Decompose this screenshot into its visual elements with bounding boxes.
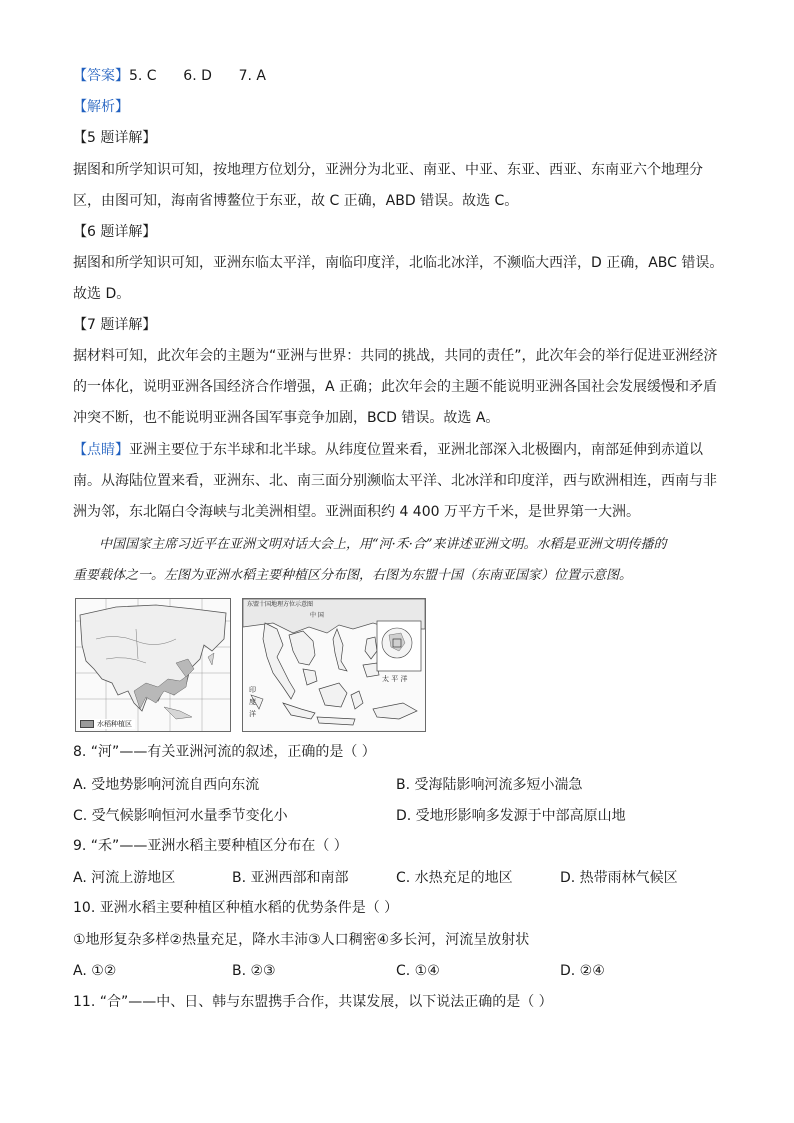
note-tag: 【点睛】 <box>73 442 129 458</box>
label-indian-2: 度 <box>249 698 256 706</box>
answer-text: 5. C 6. D 7. A <box>129 68 266 84</box>
note-line-1 <box>73 440 703 460</box>
q10-items: ①地形复杂多样②热量充足，降水丰沛③人口稠密④多长河，河流呈放射状 <box>73 932 530 948</box>
q6-heading: 【6 题详解】 <box>73 224 157 240</box>
q5-heading: 【5 题详解】 <box>73 130 157 146</box>
q10-option-c: C. ①④ <box>396 963 440 979</box>
answer-tag: 【答案】 <box>73 68 129 84</box>
q9-option-b: B. 亚洲西部和南部 <box>232 870 349 886</box>
q6-line-1: 据图和所学知识可知，亚洲东临太平洋，南临印度洋，北临北冰洋，不濒临大西洋，D 正确，ABC 错误。 <box>73 255 724 271</box>
label-china: 中 国 <box>310 612 324 619</box>
q9-option-c: C. 水热充足的地区 <box>396 870 513 886</box>
q8-option-d: D. 受地形影响多发源于中部高原山地 <box>396 808 626 824</box>
q10-option-a: A. ①② <box>73 963 117 979</box>
left-map-legend <box>79 719 135 729</box>
q7-heading: 【7 题详解】 <box>73 317 157 333</box>
q10-option-b: B. ②③ <box>232 963 276 979</box>
material-line-1: 中国国家主席习近平在亚洲文明对话大会上，用“河·禾·合”来讲述亚洲文明。水稻是亚洲文明传播的 <box>99 537 667 552</box>
q6-line-2: 故选 D。 <box>73 286 131 302</box>
note-text-1: 亚洲主要位于东半球和北半球。从纬度位置来看，亚洲北部深入北极圈内，南部延伸到赤道以 <box>129 442 703 458</box>
asean-map <box>242 598 426 732</box>
label-pacific: 太 平 洋 <box>382 675 408 683</box>
answer-line <box>73 66 266 86</box>
note-line-3: 洲为邻，东北隔白令海峡与北美洲相望。亚洲面积约 4 400 万平方千米，是世界第一大洲。 <box>73 504 640 520</box>
asean-map-svg <box>243 599 425 731</box>
legend-swatch <box>80 720 94 728</box>
q7-line-1: 据材料可知，此次年会的主题为“亚洲与世界：共同的挑战，共同的责任”，此次年会的举行促进亚洲经济 <box>73 348 718 364</box>
q8-option-a: A. 受地势影响河流自西向东流 <box>73 777 260 793</box>
q5-line-2: 区，由图可知，海南省博鳌位于东亚，故 C 正确，ABD 错误。故选 C。 <box>73 193 519 209</box>
left-map-legend-label: 水稻种植区 <box>97 720 132 728</box>
q8-stem: 8. “河”——有关亚洲河流的叙述，正确的是（ ） <box>73 744 376 760</box>
q10-option-d: D. ②④ <box>560 963 605 979</box>
material-line-2: 重要载体之一。左图为亚洲水稻主要种植区分布图，右图为东盟十国（东南亚国家）位置示意图。 <box>73 568 633 583</box>
q8-option-c: C. 受气候影响恒河水量季节变化小 <box>73 808 288 824</box>
q10-stem: 10. 亚洲水稻主要种植区种植水稻的优势条件是（ ） <box>73 900 399 916</box>
q7-line-3: 冲突不断，也不能说明亚洲各国军事竞争加剧，BCD 错误。故选 A。 <box>73 410 500 426</box>
q11-stem: 11. “合”——中、日、韩与东盟携手合作，共谋发展，以下说法正确的是（ ） <box>73 994 553 1010</box>
right-map-title: 东盟十国地理方位示意图 <box>247 601 314 608</box>
label-indian-1: 印 <box>249 686 256 694</box>
note-line-2: 南。从海陆位置来看，亚洲东、北、南三面分别濒临太平洋、北冰洋和印度洋，西与欧洲相连，西南与非 <box>73 473 717 489</box>
q8-option-b: B. 受海陆影响河流多短小湍急 <box>396 777 583 793</box>
q9-stem: 9. “禾”——亚洲水稻主要种植区分布在（ ） <box>73 838 348 854</box>
q5-line-1: 据图和所学知识可知，按地理方位划分，亚洲分为北亚、南亚、中亚、东亚、西亚、东南亚六个地理分 <box>73 162 703 178</box>
q7-line-2: 的一体化，说明亚洲各国经济合作增强，A 正确；此次年会的主题不能说明亚洲各国社会发展缓慢和矛盾 <box>73 379 718 395</box>
label-indian-3: 洋 <box>249 710 256 718</box>
asia-rice-map-svg <box>76 599 230 731</box>
q9-option-a: A. 河流上游地区 <box>73 870 176 886</box>
q9-option-d: D. 热带雨林气候区 <box>560 870 678 886</box>
analysis-tag: 【解析】 <box>73 99 129 115</box>
asia-rice-map <box>75 598 231 732</box>
